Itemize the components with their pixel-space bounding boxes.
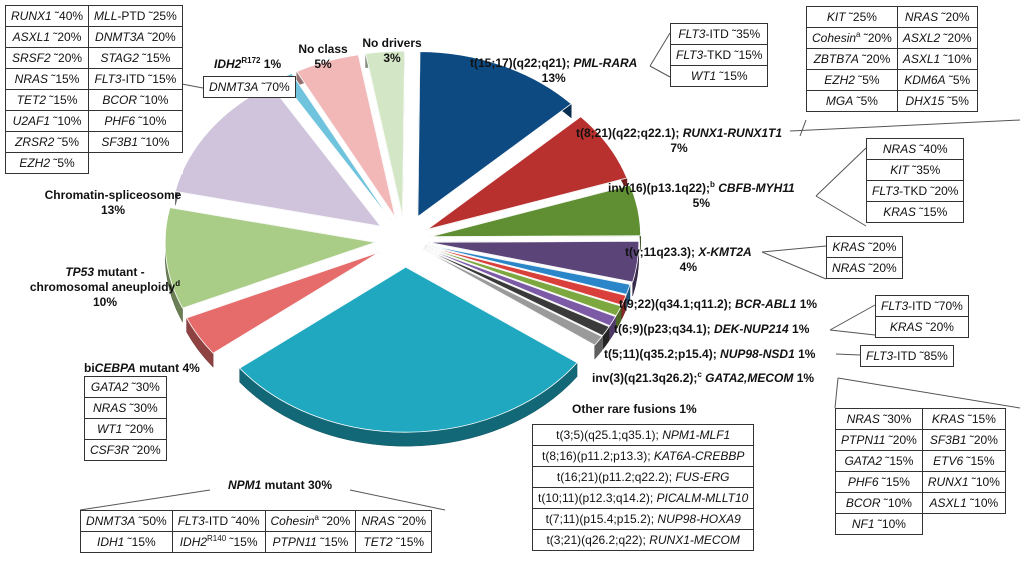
table-row — [836, 451, 1006, 472]
table-cell: NRAS ˜20% — [897, 7, 977, 28]
table-cell: TET2 ˜15% — [356, 532, 432, 553]
leader-line — [650, 66, 670, 77]
table-cell: NF1 ˜10% — [836, 514, 923, 535]
label-nup98: t(5;11)(q35.2;p15.4); NUP98-NSD1 1% — [604, 347, 816, 361]
label-gata2: inv(3)(q21.3q26.2);$^c$ GATA2,MECOM 1% — [592, 370, 815, 385]
table-cell: t(8;16)(p11.2;p13.3); KAT6A-CREBBP — [533, 446, 754, 467]
label-other: Other rare fusions 1% — [572, 402, 697, 416]
table-row — [533, 446, 754, 467]
table-row — [876, 317, 969, 338]
leader-line — [762, 246, 826, 252]
table-cell: FLT3-ITD ˜15% — [89, 69, 183, 90]
table-row — [6, 153, 183, 174]
table-row — [827, 237, 903, 258]
table-cell: KDM6A ˜5% — [897, 70, 977, 91]
label-bcr: t(9;22)(q34.1;q11.2); BCR-ABL1 1% — [619, 297, 818, 311]
table-row — [827, 258, 903, 279]
table-row — [85, 419, 167, 440]
leader-line — [836, 354, 860, 355]
table-row — [6, 111, 183, 132]
table-cell: t(7;11)(p15.4;p15.2); NUP98-HOXA9 — [533, 509, 754, 530]
table-cell: DHX15 ˜5% — [897, 91, 977, 112]
label-cbfb: inv(16)(p13.1q22);$^b$ CBFB-MYH11 5% — [608, 180, 795, 210]
leader-line — [816, 196, 866, 226]
table-cell: NRAS ˜15% — [6, 69, 89, 90]
table-row — [533, 467, 754, 488]
table-cbfb — [866, 138, 964, 223]
table-row — [861, 346, 954, 367]
table-cell: WT1 ˜15% — [671, 66, 768, 87]
table-cell: DNMT3A ˜70% — [204, 77, 296, 98]
leader-line — [830, 330, 875, 335]
table-row — [6, 48, 183, 69]
table-row — [671, 66, 768, 87]
table-cell: KRAS ˜15% — [922, 409, 1005, 430]
table-cell: BCOR ˜10% — [836, 493, 923, 514]
table-cell: NRAS ˜30% — [836, 409, 923, 430]
table-cell: NRAS ˜20% — [827, 258, 903, 279]
table-row — [81, 532, 432, 553]
table-row — [85, 398, 167, 419]
table-row — [85, 377, 167, 398]
table-cell: WT1 ˜20% — [85, 419, 167, 440]
label-cebpa: biCEBPA mutant 4% — [84, 361, 200, 375]
table-cell: DNMT3A ˜50% — [81, 511, 173, 532]
table-cell: CSF3R ˜20% — [85, 440, 167, 461]
label-tp53: TP53 mutant - chromosomal aneuploidy$^d$ 10% — [29, 265, 181, 309]
leader-line — [80, 490, 210, 510]
table-cell: Cohesin$^a$ ˜20% — [265, 511, 356, 532]
table-runx1 — [806, 6, 978, 112]
table-npm1 — [80, 510, 432, 553]
table-row — [836, 409, 1006, 430]
table-cell: EZH2 ˜5% — [807, 70, 898, 91]
table-cell: FLT3-ITD ˜35% — [671, 24, 768, 45]
table-cell: GATA2 ˜30% — [85, 377, 167, 398]
table-row — [867, 181, 964, 202]
table-cell: KIT ˜35% — [867, 160, 964, 181]
table-chrom — [5, 5, 183, 174]
table-cell: TET2 ˜15% — [6, 90, 89, 111]
table-cell: ASXL2 ˜20% — [897, 28, 977, 49]
table-row — [807, 91, 978, 112]
leader-line — [816, 148, 866, 196]
table-row — [876, 296, 969, 317]
leader-line — [790, 120, 1020, 131]
table-cell: MGA ˜5% — [807, 91, 898, 112]
table-cell: FLT3-TKD ˜15% — [671, 45, 768, 66]
table-row — [671, 45, 768, 66]
label-npm1: NPM1 mutant 30% — [228, 478, 333, 492]
table-cell: t(3;21)(q26.2;q22); RUNX1-MECOM — [533, 530, 754, 551]
label-chrom: Chromatin-spliceosome 13% — [44, 188, 182, 217]
leader-line — [830, 305, 875, 330]
table-cell: KIT ˜25% — [807, 7, 898, 28]
table-cell: BCOR ˜10% — [89, 90, 183, 111]
table-cell: FLT3-ITD ˜85% — [861, 346, 954, 367]
table-cell: FLT3-ITD ˜40% — [172, 511, 265, 532]
table-cell: t(10;11)(p12.3;q14.2); PICALM-MLLT10 — [533, 488, 754, 509]
table-row — [533, 488, 754, 509]
table-row — [533, 509, 754, 530]
table-cell: IDH1 ˜15% — [81, 532, 173, 553]
table-row — [6, 27, 183, 48]
table-row — [81, 511, 432, 532]
table-cell: GATA2 ˜15% — [836, 451, 923, 472]
table-cell: t(16;21)(p11.2;q22.2); FUS-ERG — [533, 467, 754, 488]
leader-line — [762, 252, 826, 279]
table-pml — [670, 23, 768, 87]
leader-line — [350, 490, 445, 510]
table-row — [6, 6, 183, 27]
table-cell: ZBTB7A ˜20% — [807, 49, 898, 70]
leader-line — [835, 378, 838, 408]
label-idh2: $IDH2^{R172}$ 1% — [214, 56, 282, 71]
table-cell: ZRSR2 ˜5% — [6, 132, 89, 153]
label-runx1: t(8;21)(q22;q22.1); RUNX1-RUNX1T1 7% — [576, 126, 783, 155]
label-dek: t(6;9)(p23;q34.1); DEK-NUP214 1% — [614, 322, 810, 336]
table-row — [204, 77, 296, 98]
table-other — [532, 424, 754, 551]
table-row — [867, 202, 964, 223]
pie-slices — [165, 51, 641, 446]
label-nodrivers: No drivers 3% — [362, 36, 422, 65]
table-row — [867, 139, 964, 160]
table-row — [533, 425, 754, 446]
table-nup98 — [860, 345, 954, 367]
table-cell: NRAS ˜30% — [85, 398, 167, 419]
table-row — [836, 472, 1006, 493]
table-row — [533, 530, 754, 551]
table-cell: PTPN11 ˜20% — [836, 430, 923, 451]
table-cell: PHF6 ˜10% — [89, 111, 183, 132]
table-cell: FLT3-ITD ˜70% — [876, 296, 969, 317]
leader-line — [800, 120, 806, 136]
table-cell: NRAS ˜40% — [867, 139, 964, 160]
table-cell: KRAS ˜20% — [827, 237, 903, 258]
table-cell: KRAS ˜15% — [867, 202, 964, 223]
leader-line — [650, 33, 670, 66]
table-row — [836, 493, 1006, 514]
table-cell: SF3B1 ˜10% — [89, 132, 183, 153]
table-gata2 — [835, 408, 1006, 535]
table-row — [6, 69, 183, 90]
table-cell: PTPN11 ˜15% — [265, 532, 356, 553]
table-cebpa — [84, 376, 167, 461]
table-cell: SRSF2 ˜20% — [6, 48, 89, 69]
table-cell: t(3;5)(q25.1;q35.1); NPM1-MLF1 — [533, 425, 754, 446]
table-cell: STAG2 ˜15% — [89, 48, 183, 69]
table-row — [85, 440, 167, 461]
table-cell: ETV6 ˜15% — [922, 451, 1005, 472]
label-kmt2a: t(v;11q23.3); X-KMT2A 4% — [625, 245, 752, 274]
table-row — [807, 7, 978, 28]
table-row — [6, 132, 183, 153]
table-cell: ASXL1 ˜20% — [6, 27, 89, 48]
table-cell: EZH2 ˜5% — [6, 153, 89, 174]
table-cell: RUNX1 ˜40% — [6, 6, 89, 27]
table-cell: $IDH2^{R140}$ ˜15% — [172, 532, 265, 553]
table-cell: NRAS ˜20% — [356, 511, 432, 532]
leader-line — [838, 378, 1020, 408]
table-cell: DNMT3A ˜20% — [89, 27, 183, 48]
table-cell: ASXL1 ˜10% — [897, 49, 977, 70]
table-cell: KRAS ˜20% — [876, 317, 969, 338]
table-cell: SF3B1 ˜20% — [922, 430, 1005, 451]
table-kmt2a — [826, 236, 903, 279]
table-cell: MLL-PTD ˜25% — [89, 6, 183, 27]
table-cell: Cohesin$^a$ ˜20% — [807, 28, 898, 49]
table-row — [836, 430, 1006, 451]
label-pml: t(15;17)(q22;q21); PML-RARA 13% — [470, 56, 638, 85]
table-cell: ASXL1 ˜10% — [922, 493, 1005, 514]
table-row — [836, 514, 1006, 535]
table-idh2 — [203, 76, 296, 98]
table-cell: U2AF1 ˜10% — [6, 111, 89, 132]
table-row — [867, 160, 964, 181]
table-row — [807, 28, 978, 49]
table-row — [671, 24, 768, 45]
table-row — [807, 70, 978, 91]
table-row — [6, 90, 183, 111]
table-cell: RUNX1 ˜10% — [922, 472, 1005, 493]
table-cell: PHF6 ˜15% — [836, 472, 923, 493]
table-row — [807, 49, 978, 70]
label-noclass: No class 5% — [298, 42, 348, 71]
table-dek — [875, 295, 969, 338]
table-cell: FLT3-TKD ˜20% — [867, 181, 964, 202]
